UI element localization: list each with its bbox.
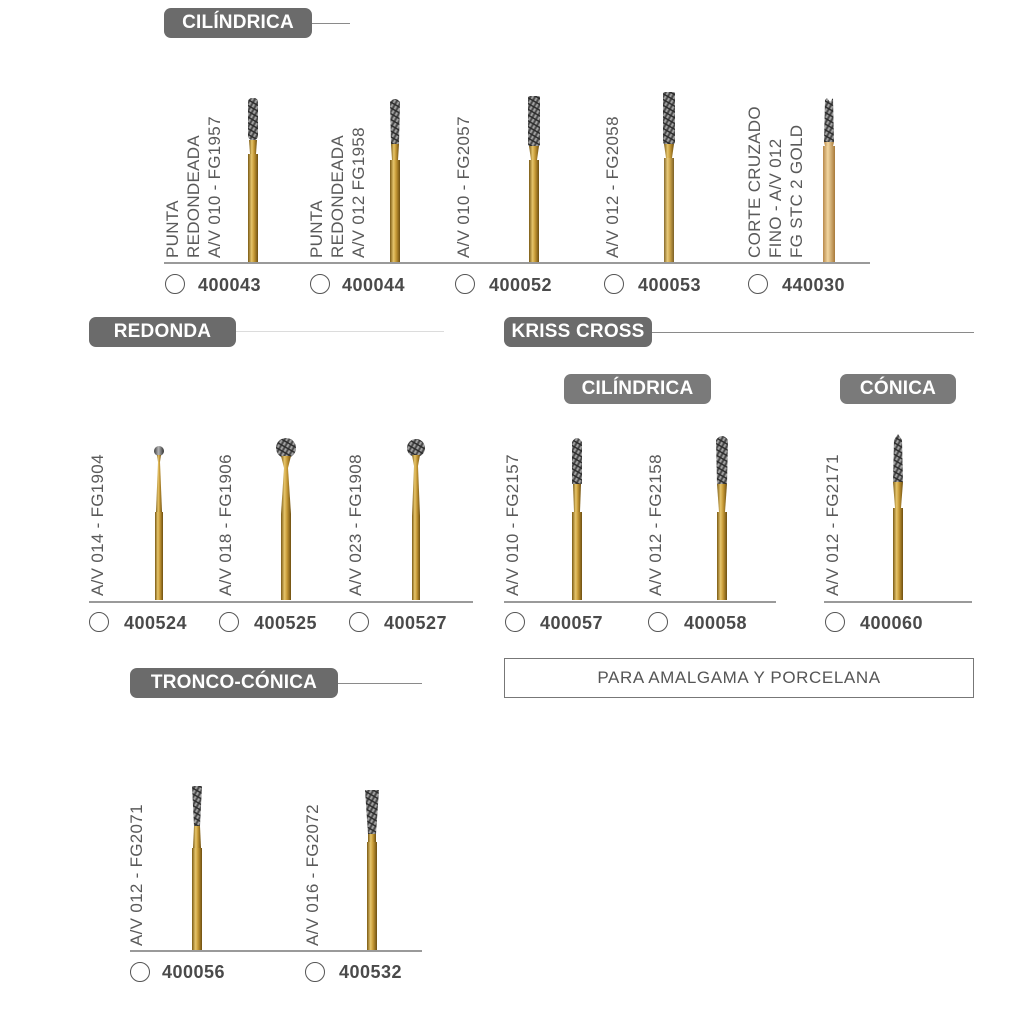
product-label: A/V 012 - FG2171 xyxy=(823,454,842,596)
product-label: A/V 023 - FG1908 xyxy=(346,454,365,596)
section-title-cilindrica: CILÍNDRICA xyxy=(164,8,312,38)
subsection-title-cilindrica: CILÍNDRICA xyxy=(564,374,711,404)
product-label: A/V 016 - FG2072 xyxy=(303,804,322,946)
bur-image xyxy=(274,434,298,602)
product-label: A/V 012 - FG2071 xyxy=(127,804,146,946)
bur-image xyxy=(523,94,545,264)
product-label: A/V 012 - FG2058 xyxy=(603,116,622,258)
product-code: 400043 xyxy=(198,275,262,295)
product-code: 400532 xyxy=(339,962,403,982)
select-radio[interactable] xyxy=(505,612,525,632)
bur-image xyxy=(361,788,383,952)
select-radio[interactable] xyxy=(648,612,668,632)
select-radio[interactable] xyxy=(825,612,845,632)
product-label: A/V 012 - FG2158 xyxy=(646,454,665,596)
product-code: 400525 xyxy=(254,613,318,633)
product-label: A/V 014 - FG1904 xyxy=(88,454,107,596)
title-rule xyxy=(652,332,974,333)
bur-image xyxy=(711,434,733,602)
baseline-kriss-cilindrica xyxy=(504,601,776,603)
section-title-tronco-conica: TRONCO-CÓNICA xyxy=(130,668,338,698)
bur-image xyxy=(818,96,840,264)
product-code: 400056 xyxy=(162,962,226,982)
select-radio[interactable] xyxy=(89,612,109,632)
product-label: PUNTA REDONDEADA A/V 012 FG1958 xyxy=(307,127,368,258)
select-radio[interactable] xyxy=(219,612,239,632)
product-label: A/V 010 - FG2157 xyxy=(503,454,522,596)
bur-image xyxy=(385,98,405,264)
title-rule xyxy=(236,331,444,332)
product-code: 400060 xyxy=(860,613,924,633)
product-code: 400524 xyxy=(124,613,188,633)
select-radio[interactable] xyxy=(305,962,325,982)
product-code: 400527 xyxy=(384,613,448,633)
product-code: 400044 xyxy=(342,275,406,295)
product-label: A/V 010 - FG2057 xyxy=(454,116,473,258)
product-code: 400053 xyxy=(638,275,702,295)
subsection-title-conica: CÓNICA xyxy=(840,374,956,404)
bur-image xyxy=(150,442,168,602)
bur-image xyxy=(887,432,909,602)
bur-image xyxy=(658,90,680,264)
product-code: 400052 xyxy=(489,275,553,295)
product-label: A/V 018 - FG1906 xyxy=(216,454,235,596)
select-radio[interactable] xyxy=(455,274,475,294)
product-label: PUNTA REDONDEADA A/V 010 - FG1957 xyxy=(163,116,224,258)
section-title-kriss-cross: KRISS CROSS xyxy=(504,317,652,347)
select-radio[interactable] xyxy=(748,274,768,294)
baseline-cilindrica xyxy=(164,262,870,264)
select-radio[interactable] xyxy=(349,612,369,632)
select-radio[interactable] xyxy=(130,962,150,982)
product-code: 400057 xyxy=(540,613,604,633)
select-radio[interactable] xyxy=(165,274,185,294)
section-title-redonda: REDONDA xyxy=(89,317,236,347)
product-code: 400058 xyxy=(684,613,748,633)
product-label: CORTE CRUZADO FINO - A/V 012 FG STC 2 GOLD xyxy=(745,106,806,258)
bur-image xyxy=(243,96,263,264)
bur-image xyxy=(404,436,428,602)
product-code: 440030 xyxy=(782,275,846,295)
select-radio[interactable] xyxy=(310,274,330,294)
title-rule xyxy=(338,683,422,684)
usage-note: PARA AMALGAMA Y PORCELANA xyxy=(504,658,974,698)
bur-image xyxy=(567,436,587,602)
title-rule xyxy=(312,23,350,24)
select-radio[interactable] xyxy=(604,274,624,294)
bur-image xyxy=(187,784,207,952)
